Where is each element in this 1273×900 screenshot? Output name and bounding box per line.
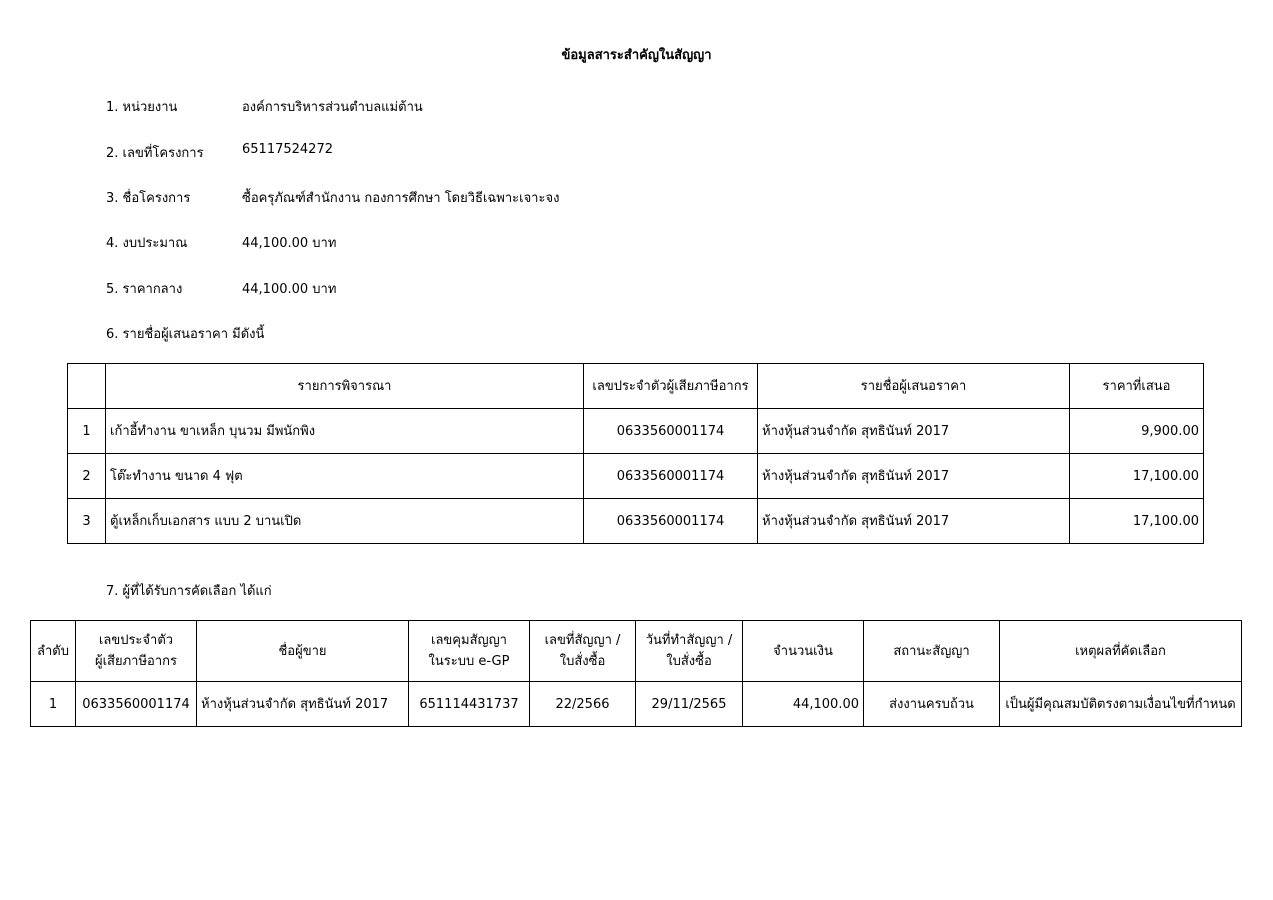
field-agency-label: 1. หน่วยงาน (106, 100, 178, 115)
field-project-name-label: 3. ชื่อโครงการ (106, 191, 191, 206)
seller-name: ห้างหุ้นส่วนจำกัด สุทธินันท์ 2017 (197, 682, 409, 727)
header-line: เลขประจำตัว (98, 633, 174, 648)
winners-header-contract-date (636, 621, 743, 682)
header-line: ใบสั่งซื้อ (559, 654, 606, 669)
field-budget-label: 4. งบประมาณ (106, 236, 188, 251)
table-row (68, 409, 1204, 454)
table-row (68, 454, 1204, 499)
header-line: ชื่อผู้ขาย (278, 643, 327, 659)
winners-header-tax-id (76, 621, 197, 682)
winners-header-no (31, 621, 76, 682)
header-line: ผู้เสียภาษีอากร (94, 654, 177, 669)
table-row (68, 499, 1204, 544)
winners-header-row (31, 621, 1242, 682)
bidders-header-bidder: รายชื่อผู้เสนอราคา (758, 364, 1070, 409)
bid-price: 17,100.00 (1070, 454, 1204, 499)
header-line: เลขคุมสัญญา (431, 633, 507, 648)
bidders-table (67, 363, 1204, 544)
tax-id: 0633560001174 (584, 454, 758, 499)
header-line: วันที่ทำสัญญา / (645, 633, 733, 648)
contract-date: 29/11/2565 (636, 682, 743, 727)
winners-header-seller (197, 621, 409, 682)
document-title: ข้อมูลสาระสำคัญในสัญญา (561, 48, 712, 63)
bidders-header-no (68, 364, 106, 409)
bid-price: 9,900.00 (1070, 409, 1204, 454)
winners-header-reason (1000, 621, 1242, 682)
row-number: 3 (68, 499, 106, 544)
header-line: สถานะสัญญา (893, 643, 970, 659)
tax-id: 0633560001174 (76, 682, 197, 727)
winners-header-status (864, 621, 1000, 682)
header-line: ลำดับ (37, 643, 69, 659)
field-project-name-value: ซื้อครุภัณฑ์สำนักงาน กองการศึกษา โดยวิธีเฉพาะเจาะจง (242, 191, 560, 206)
egp-contract-no: 651114431737 (409, 682, 530, 727)
row-number: 1 (31, 682, 76, 727)
item-description: เก้าอี้ทำงาน ขาเหล็ก บุนวม มีพนักพิง (106, 409, 584, 454)
bidders-header-price: ราคาที่เสนอ (1070, 364, 1204, 409)
tax-id: 0633560001174 (584, 499, 758, 544)
field-budget-value: 44,100.00 บาท (242, 236, 337, 251)
bidder-name: ห้างหุ้นส่วนจำกัด สุทธินันท์ 2017 (758, 409, 1070, 454)
row-number: 2 (68, 454, 106, 499)
winners-header-contract-no (530, 621, 636, 682)
section7-heading: 7. ผู้ที่ได้รับการคัดเลือก ได้แก่ (106, 584, 272, 599)
field-agency-value: องค์การบริหารส่วนตำบลแม่ต้าน (242, 100, 423, 115)
bidder-name: ห้างหุ้นส่วนจำกัด สุทธินันท์ 2017 (758, 499, 1070, 544)
header-line: ใบสั่งซื้อ (666, 654, 712, 669)
selection-reason: เป็นผู้มีคุณสมบัติตรงตามเงื่อนไขที่กำหนด (1000, 682, 1242, 727)
row-number: 1 (68, 409, 106, 454)
item-description: ตู้เหล็กเก็บเอกสาร แบบ 2 บานเปิด (106, 499, 584, 544)
field-median-price-label: 5. ราคากลาง (106, 282, 183, 297)
winners-header-egp-no (409, 621, 530, 682)
bid-price: 17,100.00 (1070, 499, 1204, 544)
header-line: เหตุผลที่คัดเลือก (1075, 643, 1166, 659)
bidder-name: ห้างหุ้นส่วนจำกัด สุทธินันท์ 2017 (758, 454, 1070, 499)
section6-heading: 6. รายชื่อผู้เสนอราคา มีดังนี้ (106, 327, 265, 342)
field-project-no-label: 2. เลขที่โครงการ (106, 146, 204, 161)
header-line: ในระบบ e-GP (428, 654, 510, 669)
tax-id: 0633560001174 (584, 409, 758, 454)
header-line: เลขที่สัญญา / (544, 633, 621, 648)
header-line: จำนวนเงิน (773, 643, 833, 659)
winners-header-amount (743, 621, 864, 682)
table-row (31, 682, 1242, 727)
contract-no: 22/2566 (530, 682, 636, 727)
item-description: โต๊ะทำงาน ขนาด 4 ฟุต (106, 454, 584, 499)
bidders-header-row (68, 364, 1204, 409)
contract-status: ส่งงานครบถ้วน (864, 682, 1000, 727)
field-median-price-value: 44,100.00 บาท (242, 282, 337, 297)
bidders-header-tax-id: เลขประจำตัวผู้เสียภาษีอากร (584, 364, 758, 409)
winners-table (30, 620, 1242, 727)
field-project-no-value: 65117524272 (242, 142, 333, 157)
bidders-header-item: รายการพิจารณา (106, 364, 584, 409)
contract-amount: 44,100.00 (743, 682, 864, 727)
